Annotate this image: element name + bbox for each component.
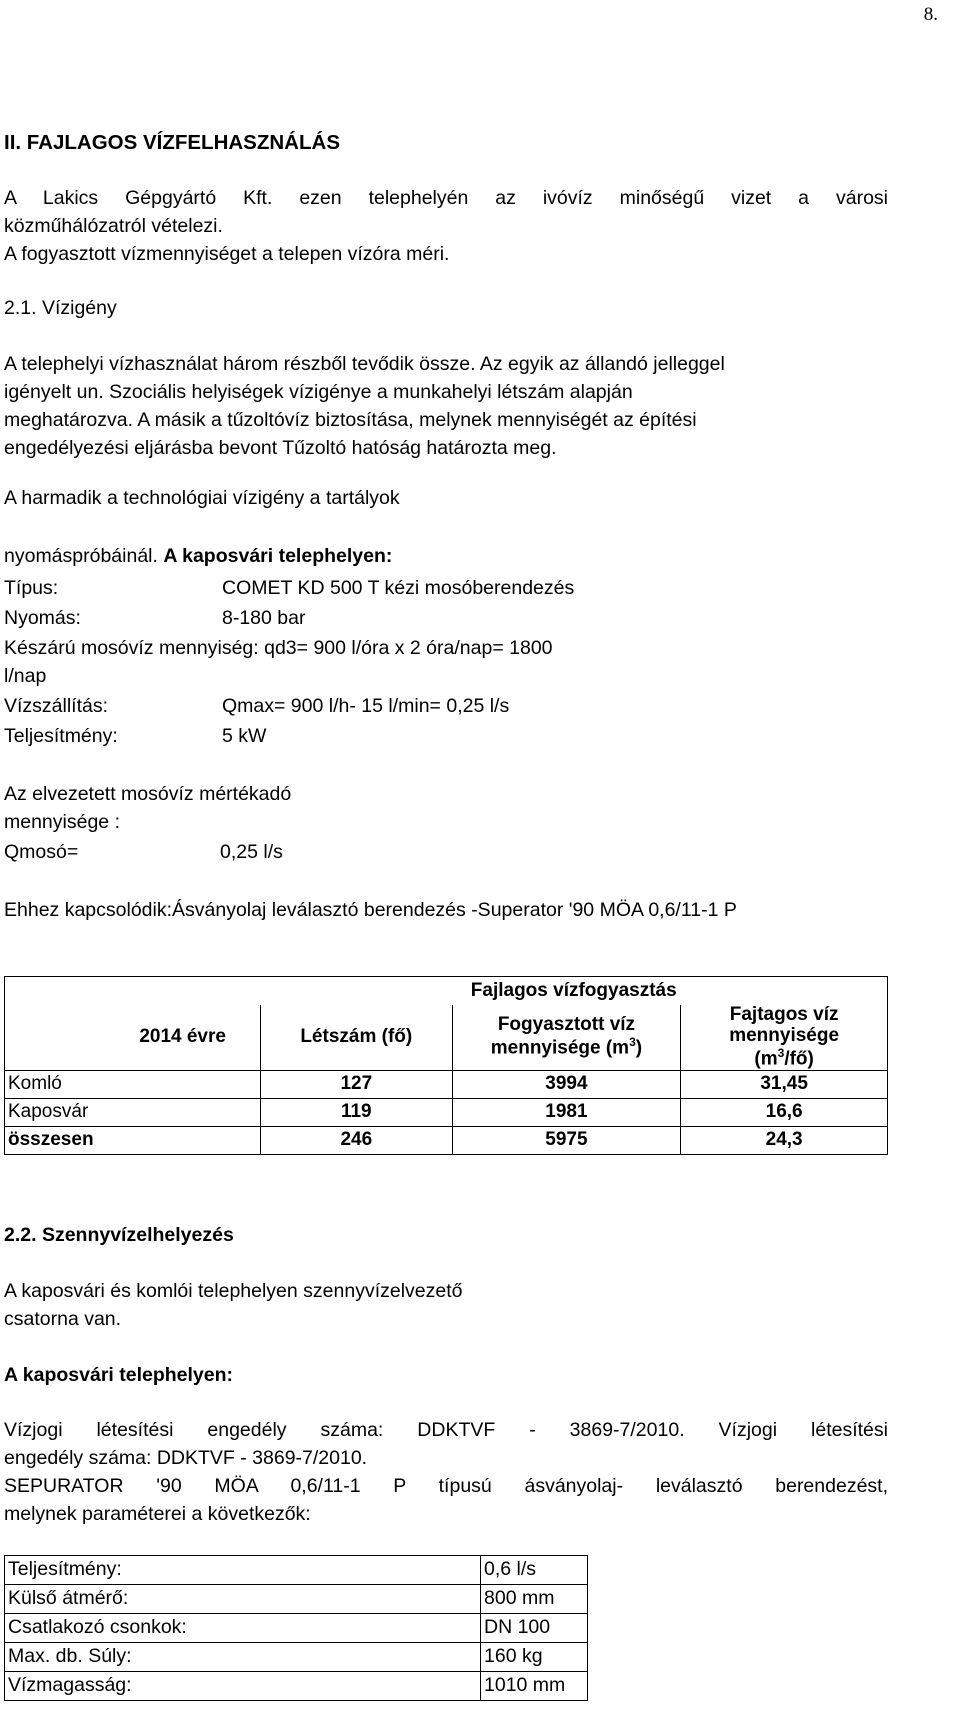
header-fajlagos-line-3: $(m^3/fő)$ xyxy=(754,1045,814,1070)
row-letszam: 246 xyxy=(260,1127,452,1155)
elvezetett-line-1: Az elvezetett mosóvíz mértékadó xyxy=(4,783,292,805)
param-value: DN 100 xyxy=(481,1614,588,1643)
header-fogyasztott-line-1: Fogyasztott víz xyxy=(497,1014,636,1036)
row-name: összesen xyxy=(5,1127,261,1155)
row-fajlagos: 24,3 xyxy=(681,1127,888,1155)
param-label: Teljesítmény: xyxy=(5,1556,481,1585)
header-year: 2014 évre xyxy=(5,1005,261,1071)
row-fajlagos: 31,45 xyxy=(681,1071,888,1099)
row-letszam: 119 xyxy=(260,1099,452,1127)
spec-label-nyomas: Nyomás: xyxy=(4,607,81,629)
param-value: 0,6 l/s xyxy=(481,1556,588,1585)
table-row xyxy=(5,1672,588,1701)
ehhez-line: Ehhez kapcsolódik:Ásványolaj leválasztó berendezés -Superator '90 MÖA 0,6/11-1 P xyxy=(4,899,737,921)
table-row xyxy=(5,1556,588,1585)
nyomasproba-text: nyomáspróbáinál. xyxy=(4,545,164,567)
paragraph-line: engedély száma: DDKTVF - 3869-7/2010. xyxy=(4,1447,368,1469)
row-fogyasztott: 3994 xyxy=(452,1071,681,1099)
section-heading: II. FAJLAGOS VÍZFELHASZNÁLÁS xyxy=(4,131,340,154)
table-title: Fajlagos vízfogyasztás xyxy=(260,977,887,1006)
table-row xyxy=(5,1585,588,1614)
spec-value-nyomas: 8-180 bar xyxy=(222,607,306,629)
table-row xyxy=(5,1099,888,1127)
param-label: Külső átmérő: xyxy=(5,1585,481,1614)
row-letszam: 127 xyxy=(260,1071,452,1099)
spec-label-teljesitmeny: Teljesítmény: xyxy=(4,725,118,747)
header-fogyasztott xyxy=(452,1005,681,1071)
param-label: Csatlakozó csonkok: xyxy=(5,1614,481,1643)
intro-line-2: közműhálózatról vételezi. xyxy=(4,215,223,237)
param-label: Vízmagasság: xyxy=(5,1672,481,1701)
paragraph-line: A harmadik a technológiai vízigény a tartályok xyxy=(4,487,400,509)
table-row xyxy=(5,1614,588,1643)
spec-label-tipus: Típus: xyxy=(4,577,59,599)
spec-value-tipus: COMET KD 500 T kézi mosóberendezés xyxy=(222,577,575,599)
qmoso-label: Qmosó= xyxy=(4,841,79,863)
spec-label-vizszallitas: Vízszállítás: xyxy=(4,695,109,717)
header-fajlagos-line-2: mennyisége xyxy=(729,1024,840,1046)
row-fajlagos: 16,6 xyxy=(681,1099,888,1127)
header-fogyasztott-line-2: mennyisége $(m^3)$ xyxy=(490,1035,643,1059)
row-fogyasztott: 5975 xyxy=(452,1127,681,1155)
elvezetett-line-2: mennyisége : xyxy=(4,811,120,833)
header-fajlagos xyxy=(681,1005,888,1071)
paragraph-line: SEPURATOR '90 MÖA 0,6/11-1 P típusú ásványolaj- leválasztó berendezést, xyxy=(4,1475,888,1497)
kaposvari-heading: A kaposvári telephelyen: xyxy=(4,1364,234,1386)
paragraph-line: A telephelyi vízhasználat három részből tevődik össze. Az egyik az állandó jelleggel xyxy=(4,353,725,375)
spec-value-teljesitmeny: 5 kW xyxy=(222,725,267,747)
spec-keszaru-line-2: l/nap xyxy=(4,665,47,687)
table-row xyxy=(5,1071,888,1099)
water-consumption-table xyxy=(4,976,888,1155)
header-letszam: Létszám (fő) xyxy=(260,1005,452,1071)
page-number: 8. xyxy=(923,4,938,25)
paragraph-line: melynek paraméterei a következők: xyxy=(4,1503,311,1525)
header-fajlagos-line-1: Fajtagos víz xyxy=(729,1004,839,1025)
table-corner-cell xyxy=(5,977,261,1006)
row-name: Kaposvár xyxy=(5,1099,261,1127)
qmoso-value: 0,25 l/s xyxy=(220,841,283,863)
paragraph-line: Vízjogi létesítési engedély száma: DDKTVF - 3869-7/2010. Vízjogi létesítési xyxy=(4,1419,888,1441)
paragraph-line: igényelt un. Szociális helyiségek vízigénye a munkahelyi létszám alapján xyxy=(4,381,633,403)
row-fogyasztott: 1981 xyxy=(452,1099,681,1127)
paragraph-line: csatorna van. xyxy=(4,1308,122,1330)
kaposvari-site-label: A kaposvári telephelyen: xyxy=(163,545,393,567)
paragraph-line: A kaposvári és komlói telephelyen szennyvízelvezető xyxy=(4,1280,463,1302)
table-row xyxy=(5,1643,588,1672)
paragraph-line: engedélyezési eljárásba bevont Tűzoltó hatóság határozta meg. xyxy=(4,437,557,459)
param-label: Max. db. Súly: xyxy=(5,1643,481,1672)
table-row xyxy=(5,1127,888,1155)
nyomasproba-line xyxy=(4,544,392,569)
separator-parameters-table xyxy=(4,1555,588,1701)
paragraph-line: meghatározva. A másik a tűzoltóvíz biztosítása, melynek mennyiségét az építési xyxy=(4,409,697,431)
intro-line-3: A fogyasztott vízmennyiséget a telepen vízóra méri. xyxy=(4,243,450,265)
param-value: 1010 mm xyxy=(481,1672,588,1701)
subsection-heading-2-2: 2.2. Szennyvízelhelyezés xyxy=(4,1224,234,1246)
spec-keszaru-line-1: Készárú mosóvíz mennyiség: qd3= 900 l/óra x 2 óra/nap= 1800 xyxy=(4,637,553,659)
spec-value-vizszallitas: Qmax= 900 l/h- 15 l/min= 0,25 l/s xyxy=(222,695,510,717)
param-value: 160 kg xyxy=(481,1643,588,1672)
row-name: Komló xyxy=(5,1071,261,1099)
subsection-heading-2-1: 2.1. Vízigény xyxy=(4,297,117,319)
intro-line-1: A Lakics Gépgyártó Kft. ezen telephelyén az ivóvíz minőségű vizet a városi xyxy=(4,187,888,209)
param-value: 800 mm xyxy=(481,1585,588,1614)
